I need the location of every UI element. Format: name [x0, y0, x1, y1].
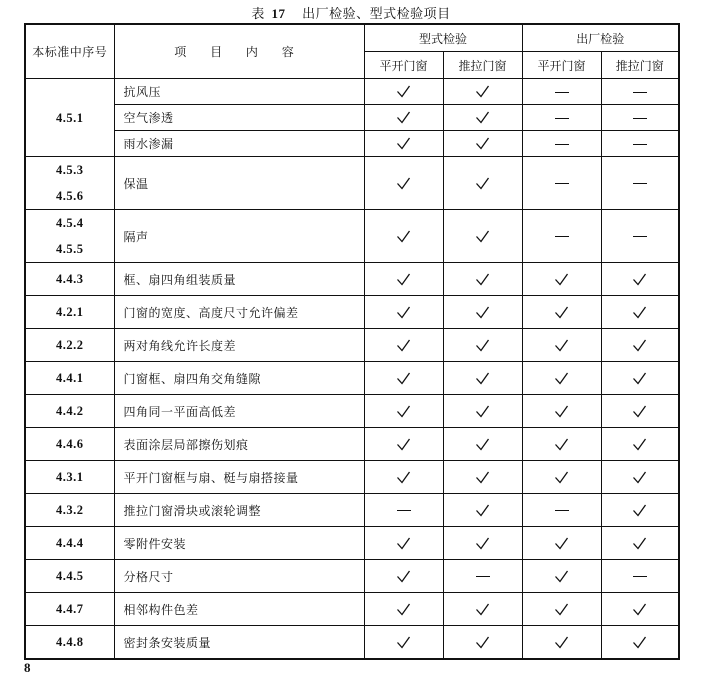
- check-icon: [364, 626, 443, 660]
- row-item: 框、扇四角组装质量: [114, 263, 364, 296]
- check-icon: [364, 395, 443, 428]
- check-icon: [443, 593, 522, 626]
- check-icon: [364, 362, 443, 395]
- row-code-line: 4.4.5: [56, 569, 84, 583]
- check-icon: [443, 105, 522, 131]
- dash-icon: [601, 131, 679, 157]
- check-icon: [364, 105, 443, 131]
- check-icon: [522, 527, 601, 560]
- header-factory-sliding: 推拉门窗: [601, 52, 679, 79]
- row-code: [25, 263, 114, 296]
- dash-icon: [601, 560, 679, 593]
- dash-icon: [601, 157, 679, 210]
- header-type-inspection: 型式检验: [364, 24, 522, 52]
- check-icon: [522, 626, 601, 660]
- caption-number: 17: [271, 6, 286, 21]
- row-item: 相邻构件色差: [114, 593, 364, 626]
- dash-icon: [364, 494, 443, 527]
- check-icon: [601, 263, 679, 296]
- check-icon: [443, 263, 522, 296]
- check-icon: [522, 263, 601, 296]
- table-body: [25, 79, 679, 660]
- caption-prefix: 表: [251, 7, 265, 22]
- row-code-line: 4.4.3: [56, 272, 84, 286]
- row-item: 零附件安装: [114, 527, 364, 560]
- header-factory-inspection: 出厂检验: [522, 24, 679, 52]
- table-row: [25, 560, 679, 593]
- check-icon: [443, 395, 522, 428]
- table-row: [25, 329, 679, 362]
- table-row: [25, 263, 679, 296]
- check-icon: [443, 79, 522, 105]
- row-code: [25, 395, 114, 428]
- row-item: 保温: [114, 157, 364, 210]
- check-icon: [522, 296, 601, 329]
- row-code: [25, 329, 114, 362]
- check-icon: [443, 494, 522, 527]
- check-icon: [443, 157, 522, 210]
- check-icon: [522, 560, 601, 593]
- dash-icon: [522, 494, 601, 527]
- row-item: 表面涂层局部擦伤划痕: [114, 428, 364, 461]
- header-code: 本标准中序号: [25, 24, 114, 79]
- row-code-line: 4.4.8: [56, 635, 84, 649]
- row-code: [25, 626, 114, 660]
- row-code-line: 4.4.6: [56, 437, 84, 451]
- check-icon: [364, 428, 443, 461]
- row-code-line: 4.3.2: [56, 503, 84, 517]
- check-icon: [601, 428, 679, 461]
- table-row: [25, 527, 679, 560]
- row-code: [25, 428, 114, 461]
- check-icon: [443, 329, 522, 362]
- check-icon: [443, 296, 522, 329]
- row-code-line: 4.4.4: [56, 536, 84, 550]
- header-type-sliding: 推拉门窗: [443, 52, 522, 79]
- inspection-table: [24, 23, 680, 660]
- row-code: [25, 494, 114, 527]
- check-icon: [601, 527, 679, 560]
- row-code: 4.5.1: [25, 79, 114, 157]
- row-code-line: 4.4.7: [56, 602, 84, 616]
- check-icon: [522, 329, 601, 362]
- row-item: 推拉门窗滑块或滚轮调整: [114, 494, 364, 527]
- row-code-line: 4.4.2: [56, 404, 84, 418]
- header-item-label: 项 目 内 容: [174, 45, 304, 59]
- header-item: [114, 24, 364, 79]
- row-item: 隔声: [114, 210, 364, 263]
- row-code: [25, 461, 114, 494]
- check-icon: [601, 362, 679, 395]
- row-code-line: 4.5.5: [56, 242, 84, 256]
- header-type-casement: 平开门窗: [364, 52, 443, 79]
- check-icon: [522, 461, 601, 494]
- check-icon: [443, 527, 522, 560]
- header-factory-casement: 平开门窗: [522, 52, 601, 79]
- row-code: [25, 157, 114, 210]
- dash-icon: [522, 131, 601, 157]
- row-item: 密封条安装质量: [114, 626, 364, 660]
- table-row: [25, 428, 679, 461]
- check-icon: [364, 461, 443, 494]
- check-icon: [364, 157, 443, 210]
- table-row: [25, 296, 679, 329]
- row-item: 平开门窗框与扇、梃与扇搭接量: [114, 461, 364, 494]
- check-icon: [522, 362, 601, 395]
- check-icon: [601, 461, 679, 494]
- row-item: 门窗框、扇四角交角缝隙: [114, 362, 364, 395]
- row-code-line: 4.2.1: [56, 305, 84, 319]
- check-icon: [364, 527, 443, 560]
- row-code: [25, 362, 114, 395]
- check-icon: [443, 461, 522, 494]
- row-item: 抗风压: [114, 79, 364, 105]
- dash-icon: [601, 210, 679, 263]
- table-row: [25, 395, 679, 428]
- row-code: [25, 593, 114, 626]
- row-code-line: 4.5.4: [56, 216, 84, 230]
- check-icon: [601, 494, 679, 527]
- check-icon: [601, 593, 679, 626]
- check-icon: [443, 362, 522, 395]
- dash-icon: [522, 157, 601, 210]
- table-row: [25, 157, 679, 210]
- check-icon: [601, 329, 679, 362]
- row-code-line: 4.5.3: [56, 163, 84, 177]
- table-row: [25, 105, 679, 131]
- table-row: [25, 210, 679, 263]
- row-item: 空气渗透: [114, 105, 364, 131]
- row-code: [25, 210, 114, 263]
- check-icon: [601, 395, 679, 428]
- table-row: [25, 494, 679, 527]
- table-row: [25, 79, 679, 105]
- row-item: 两对角线允许长度差: [114, 329, 364, 362]
- check-icon: [443, 428, 522, 461]
- check-icon: [364, 263, 443, 296]
- row-item: 四角同一平面高低差: [114, 395, 364, 428]
- row-code-line: 4.3.1: [56, 470, 84, 484]
- check-icon: [364, 593, 443, 626]
- check-icon: [522, 428, 601, 461]
- row-item: 分格尺寸: [114, 560, 364, 593]
- row-code-line: 4.5.6: [56, 189, 84, 203]
- dash-icon: [443, 560, 522, 593]
- check-icon: [364, 296, 443, 329]
- row-code-line: 4.2.2: [56, 338, 84, 352]
- check-icon: [364, 560, 443, 593]
- check-icon: [522, 395, 601, 428]
- check-icon: [364, 131, 443, 157]
- page-number: 8: [24, 660, 31, 675]
- check-icon: [443, 626, 522, 660]
- table-row: [25, 626, 679, 660]
- caption-title: 出厂检验、型式检验项目: [302, 7, 451, 22]
- dash-icon: [601, 105, 679, 131]
- check-icon: [364, 210, 443, 263]
- check-icon: [601, 296, 679, 329]
- row-code: [25, 527, 114, 560]
- dash-icon: [522, 105, 601, 131]
- row-code-line: 4.4.1: [56, 371, 84, 385]
- check-icon: [364, 329, 443, 362]
- check-icon: [522, 593, 601, 626]
- check-icon: [443, 131, 522, 157]
- table-row: [25, 362, 679, 395]
- check-icon: [601, 626, 679, 660]
- row-item: 门窗的宽度、高度尺寸允许偏差: [114, 296, 364, 329]
- check-icon: [443, 210, 522, 263]
- row-item: 雨水渗漏: [114, 131, 364, 157]
- dash-icon: [522, 210, 601, 263]
- table-row: [25, 131, 679, 157]
- dash-icon: [522, 79, 601, 105]
- row-code: [25, 560, 114, 593]
- table-row: [25, 461, 679, 494]
- check-icon: [364, 79, 443, 105]
- table-row: [25, 593, 679, 626]
- table-caption: [0, 3, 702, 22]
- row-code: [25, 296, 114, 329]
- dash-icon: [601, 79, 679, 105]
